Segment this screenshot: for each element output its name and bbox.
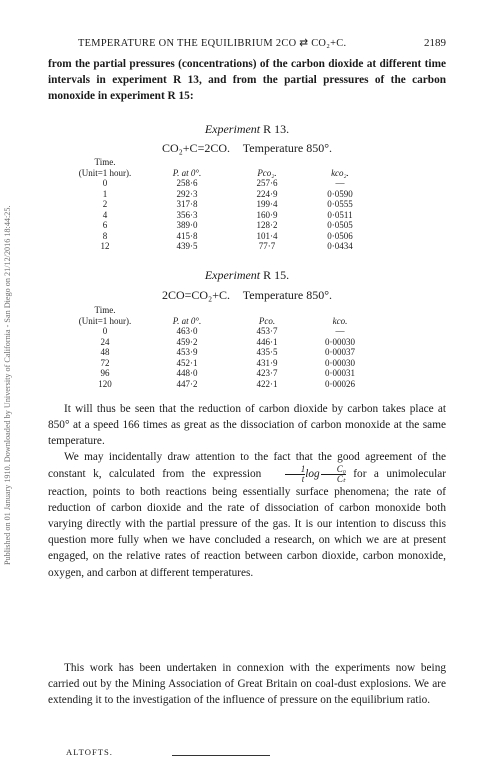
constant-cell: 0·00031 xyxy=(325,368,355,378)
time-cell: 8 xyxy=(102,230,108,241)
partial-pressure-cell: 199·4 xyxy=(256,199,278,209)
time-cell: 72 xyxy=(100,357,110,368)
paragraph-unimolecular-start: We may incidentally draw attention to the fact that the good agreement of the constant k, calculated from the expression xyxy=(48,451,446,481)
constant-cell: — xyxy=(335,178,345,188)
exp15-time-unit: (Unit=1 hour). xyxy=(78,315,132,326)
pressure-cell: 439·5 xyxy=(176,241,198,251)
paragraph-speed-comparison: It will thus be seen that the reduction of carbon dioxide by carbon takes place at 850° at a speed 166 times as great as the dissociation of carbon monoxide at the same temperature. xyxy=(48,403,446,448)
publication-side-note: Published on 01 January 1910. Downloaded by University of California - San Diego on 21/12/2016 18:44:25. xyxy=(3,205,12,565)
table-row xyxy=(66,326,376,337)
partial-pressure-cell: 128·2 xyxy=(256,220,278,230)
running-header xyxy=(78,37,446,49)
exp13-time-header: Time. xyxy=(94,157,116,167)
running-title: TEMPERATURE ON THE EQUILIBRIUM 2CO ⇄ CO₂+C. xyxy=(78,38,347,49)
table-row xyxy=(66,189,376,200)
pressure-cell: 447·2 xyxy=(176,378,198,389)
time-cell: 12 xyxy=(100,241,110,251)
pressure-cell: 453·9 xyxy=(176,347,198,357)
time-cell: 1 xyxy=(102,188,108,199)
signature-location: ALTOFTS. xyxy=(66,747,113,757)
table-row xyxy=(66,220,376,231)
constant-cell: 0·00030 xyxy=(325,336,355,347)
closing-rule xyxy=(172,755,270,756)
page-number: 2189 xyxy=(424,37,446,49)
pressure-cell: 415·8 xyxy=(176,230,198,241)
exp15-title-italic: Experiment xyxy=(204,268,261,282)
paragraph-unimolecular-end: for a unimolecular reaction, points to both reactions being essentially surface phenomena; the rate of reduction of carbon dioxide and the rate of dissociation of carbon monoxide both varying directly with the partial pressure of the gas. It is our intention to discuss this question more fully when we have concluded a research, on which we are at present engaged, on the relative rates of reaction between carbon dioxide, carbon monoxide, oxygen, and carbon at different temperatures. xyxy=(48,468,447,579)
partial-pressure-cell: 101·4 xyxy=(256,230,278,241)
constant-cell: — xyxy=(335,326,345,336)
time-cell: 4 xyxy=(102,209,108,220)
paragraph-unimolecular xyxy=(48,449,446,581)
formula-den1: t xyxy=(285,474,306,484)
exp15-equation: 2CO=CO₂+C. xyxy=(161,288,230,302)
exp15-p-header: P. at 0°. xyxy=(172,315,202,326)
pressure-cell: 463·0 xyxy=(176,326,198,336)
exp13-pco2-header: Pco₂. xyxy=(257,167,277,178)
table-row xyxy=(66,379,376,390)
exp15-pco-header: Pco. xyxy=(258,315,276,326)
table-row xyxy=(66,358,376,369)
time-cell: 96 xyxy=(100,368,110,378)
table-row xyxy=(66,337,376,348)
pressure-cell: 356·3 xyxy=(176,209,198,220)
partial-pressure-cell: 431·9 xyxy=(256,357,278,368)
partial-pressure-cell: 453·7 xyxy=(256,326,278,336)
constant-cell: 0·00037 xyxy=(325,347,355,357)
constant-cell: 0·0506 xyxy=(327,230,353,241)
constant-cell: 0·0590 xyxy=(327,188,353,199)
constant-cell: 0·0505 xyxy=(327,220,353,230)
exp13-title-rest: R 13. xyxy=(263,122,290,136)
partial-pressure-cell: 446·1 xyxy=(256,336,278,347)
partial-pressure-cell: 77·7 xyxy=(258,241,276,251)
time-cell: 6 xyxy=(102,220,108,230)
pressure-cell: 459·2 xyxy=(176,336,198,347)
table-row xyxy=(66,199,376,210)
exp13-equation: CO₂+C=2CO. xyxy=(161,141,230,155)
partial-pressure-cell: 423·7 xyxy=(256,368,278,378)
formula-den2: Cₜ xyxy=(321,474,346,484)
constant-cell: 0·00026 xyxy=(325,378,355,389)
table-row xyxy=(66,178,376,189)
time-cell: 120 xyxy=(98,378,112,389)
partial-pressure-cell: 435·5 xyxy=(256,347,278,357)
table-row xyxy=(66,231,376,242)
constant-cell: 0·0555 xyxy=(327,199,353,209)
exp15-temperature: Temperature 850°. xyxy=(242,288,333,302)
exp13-title-italic: Experiment xyxy=(204,122,261,136)
exp15-time-header: Time. xyxy=(94,305,116,315)
table-row xyxy=(66,368,376,379)
pressure-cell: 448·0 xyxy=(176,368,198,378)
exp15-equation-line xyxy=(48,288,446,303)
partial-pressure-cell: 160·9 xyxy=(256,209,278,220)
pressure-cell: 258·6 xyxy=(176,178,198,188)
exp13-table xyxy=(66,157,376,252)
partial-pressure-cell: 224·9 xyxy=(256,188,278,199)
table-row xyxy=(66,241,376,252)
intro-paragraph: from the partial pressures (concentrations) of the carbon dioxide at different time intervals in experiment R 13, and from the partial pressures of the carbon monoxide in experiment R 15: xyxy=(48,58,446,103)
exp15-title xyxy=(48,268,446,283)
exp13-equation-line xyxy=(48,141,446,156)
rate-constant-formula xyxy=(269,465,346,484)
exp13-temperature: Temperature 850°. xyxy=(242,141,333,155)
time-cell: 2 xyxy=(102,199,108,209)
exp13-title xyxy=(48,122,446,137)
time-cell: 0 xyxy=(102,178,108,188)
formula-num1: 1 xyxy=(300,464,306,475)
partial-pressure-cell: 257·6 xyxy=(256,178,278,188)
constant-cell: 0·0434 xyxy=(327,241,353,251)
time-cell: 48 xyxy=(100,347,110,357)
pressure-cell: 317·8 xyxy=(176,199,198,209)
pressure-cell: 452·1 xyxy=(176,357,198,368)
exp15-table xyxy=(66,305,376,389)
partial-pressure-cell: 422·1 xyxy=(256,378,278,389)
time-cell: 24 xyxy=(100,336,110,347)
table-row xyxy=(66,210,376,221)
pressure-cell: 389·0 xyxy=(176,220,198,230)
exp13-time-unit: (Unit=1 hour). xyxy=(78,167,132,178)
time-cell: 0 xyxy=(102,326,108,336)
exp15-k-header: kco. xyxy=(332,315,348,326)
exp15-title-rest: R 15. xyxy=(263,268,290,282)
table-row xyxy=(66,347,376,358)
pressure-cell: 292·3 xyxy=(176,188,198,199)
formula-log: log xyxy=(305,468,320,481)
constant-cell: 0·00030 xyxy=(325,357,355,368)
exp13-p-header: P. at 0°. xyxy=(172,167,202,178)
constant-cell: 0·0511 xyxy=(327,209,353,220)
formula-num2: C₀ xyxy=(336,464,346,475)
exp13-k-header: kco₂. xyxy=(331,167,349,178)
paragraph-acknowledgement: This work has been undertaken in connexion with the experiments now being carried out by the Mining Association of Great Britain on coal-dust explosions. We are extending it to the investigation of the influence of pressure on the equilibrium ratio. xyxy=(48,662,446,707)
